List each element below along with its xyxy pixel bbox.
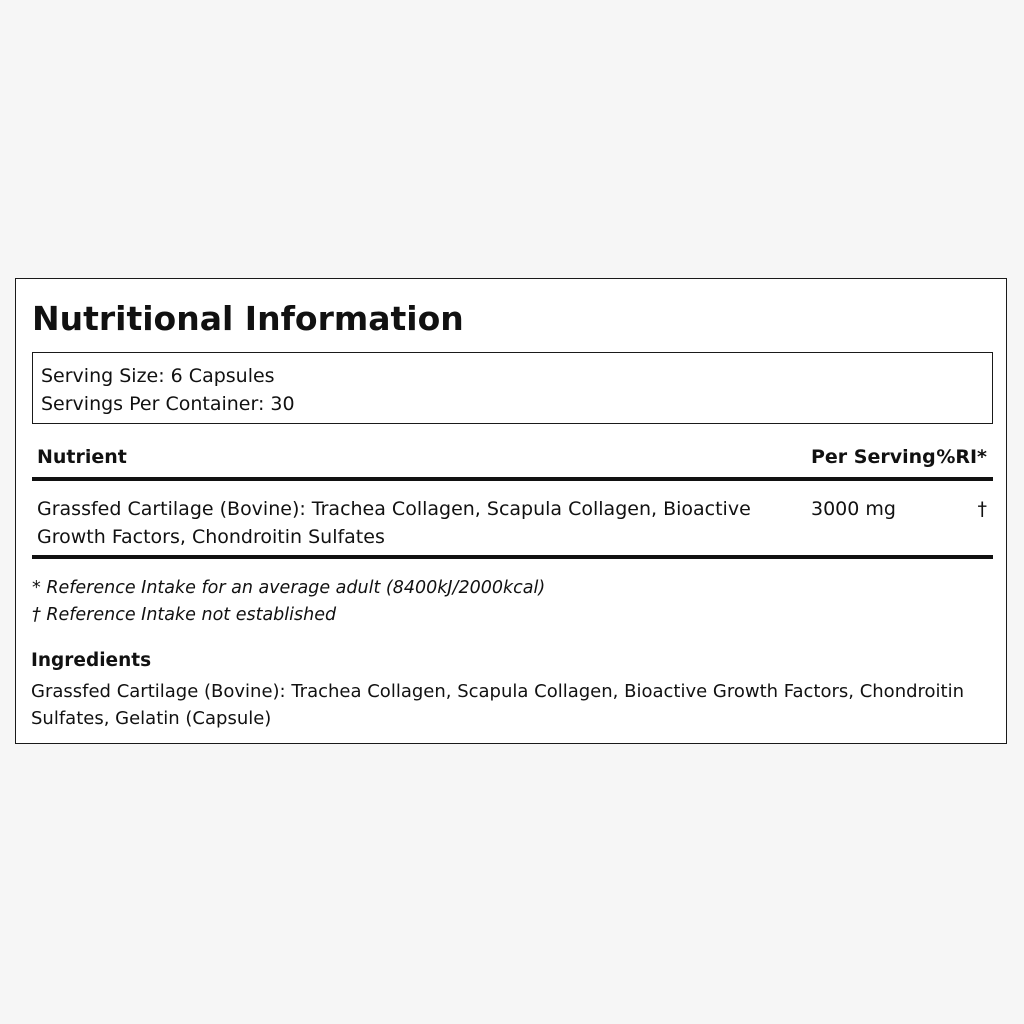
nutrient-name: Grassfed Cartilage (Bovine): Trachea Collagen, Scapula Collagen, Bioactive Growth Factors, Chondroitin Sulfates xyxy=(37,498,751,548)
ingredients-heading: Ingredients xyxy=(31,650,152,671)
footnote-reference-intake: * Reference Intake for an average adult (8400kJ/2000kcal) xyxy=(32,578,546,598)
serving-size: Serving Size: 6 Capsules xyxy=(41,365,275,387)
table-row xyxy=(32,481,993,559)
footnotes xyxy=(32,575,545,629)
table-header-row xyxy=(32,439,993,481)
nutrient-ri: † xyxy=(977,498,987,520)
ingredients-text: Grassfed Cartilage (Bovine): Trachea Collagen, Scapula Collagen, Bioactive Growth Factors, Chondroitin Sulfates, Gelatin (Capsule) xyxy=(31,681,965,729)
footnote-not-established: † Reference Intake not established xyxy=(32,605,337,625)
serving-info-box xyxy=(32,352,993,424)
header-per-serving: Per Serving xyxy=(811,446,936,468)
nutrient-amount: 3000 mg xyxy=(811,498,896,520)
servings-per-container: Servings Per Container: 30 xyxy=(41,393,295,415)
header-nutrient: Nutrient xyxy=(37,446,127,468)
panel-title: Nutritional Information xyxy=(32,299,464,338)
header-ri: %RI* xyxy=(936,446,987,468)
nutrient-table xyxy=(32,439,993,559)
nutrition-panel xyxy=(15,278,1007,744)
